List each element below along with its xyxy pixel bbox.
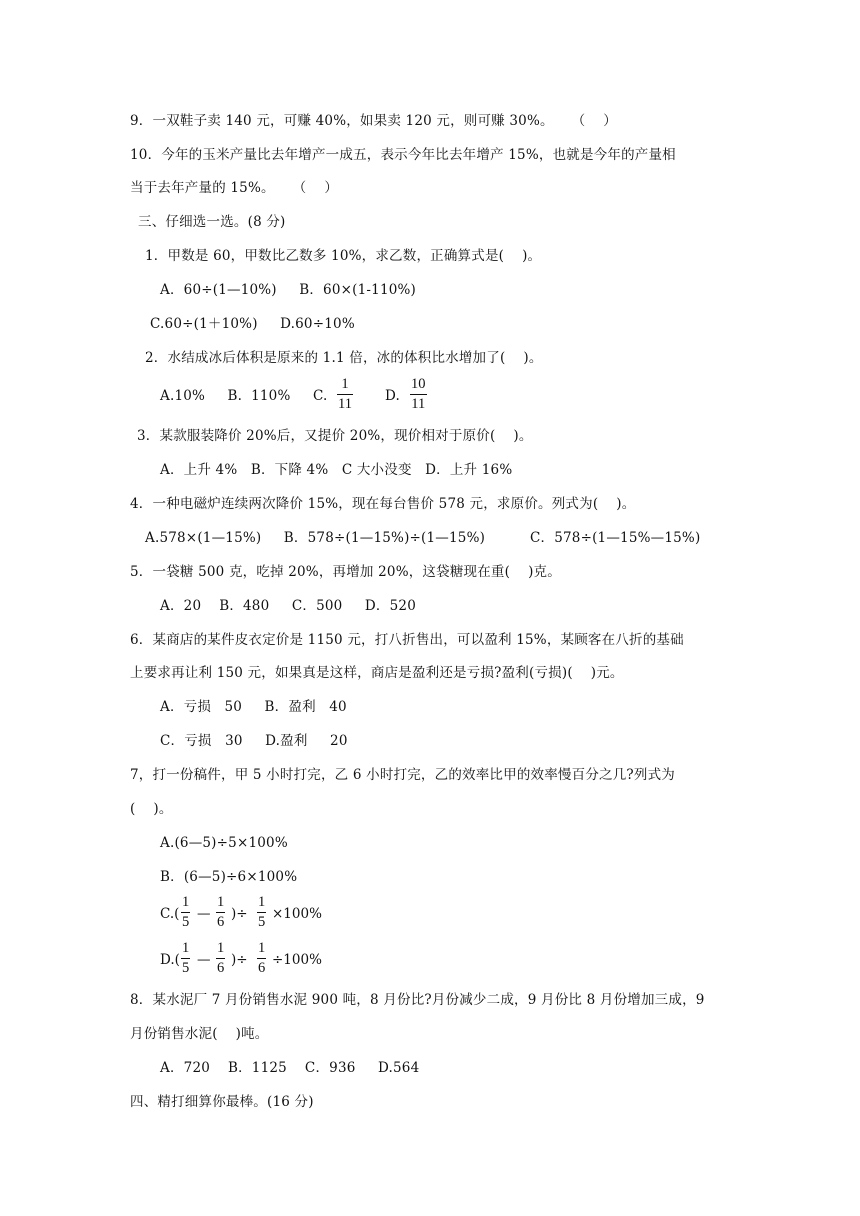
- fraction-1-5: [181, 940, 190, 977]
- numerator: 10: [411, 376, 426, 392]
- choice-7-option-d-divide: )÷: [231, 952, 248, 968]
- fraction-bar: [181, 958, 190, 959]
- fraction-bar: [257, 912, 266, 913]
- choice-7-option-c-prefix: C.(: [160, 906, 180, 922]
- denominator: 11: [338, 396, 352, 413]
- denominator: 5: [182, 914, 190, 931]
- fraction-bar: [216, 912, 225, 913]
- choice-5-options: A．20 B．480 C．500 D．520: [160, 598, 416, 614]
- fraction-1-6: [257, 940, 266, 977]
- choice-6-line-2: 上要求再让利 150 元，如果真是这样，商店是盈利还是亏损?盈利(亏损)( )元。: [130, 665, 624, 681]
- denominator: 5: [182, 960, 190, 977]
- numerator: 1: [182, 894, 190, 910]
- numerator: 1: [341, 376, 349, 392]
- section-4-heading: 四、精打细算你最棒。(16 分): [130, 1094, 314, 1110]
- fraction-1-6: [216, 894, 225, 931]
- choice-8-options: A．720 B．1125 C．936 D.564: [160, 1060, 420, 1076]
- choice-7-option-d-prefix: D.(: [160, 952, 180, 968]
- numerator: 1: [217, 894, 225, 910]
- choice-7-line-1: 7，打一份稿件，甲 5 小时打完，乙 6 小时打完，乙的效率比甲的效率慢百分之几?列式为: [130, 767, 675, 783]
- choice-7-line-2: ( )。: [130, 801, 173, 817]
- choice-3-options: A．上升 4% B．下降 4% C 大小没变 D．上升 16%: [160, 462, 513, 478]
- numerator: 1: [217, 940, 225, 956]
- numerator: 1: [258, 894, 266, 910]
- fraction-1-6: [216, 940, 225, 977]
- fraction-1-11: [337, 376, 353, 413]
- choice-7-option-c-divide: )÷: [231, 906, 248, 922]
- choice-2-question: 2．水结成冰后体积是原来的 1.1 倍，冰的体积比水增加了( )。: [145, 350, 543, 366]
- choice-1-options-ab: A．60÷(1—10%) B．60×(1-110%): [160, 282, 417, 298]
- question-10-line-1: 10．今年的玉米产量比去年增产一成五，表示今年比去年增产 15%，也就是今年的产量相: [130, 147, 676, 163]
- denominator: 6: [258, 960, 266, 977]
- fraction-bar: [337, 394, 353, 395]
- choice-7-option-b: B．(6—5)÷6×100%: [160, 869, 298, 885]
- fraction-10-11: [410, 376, 427, 413]
- choice-1-question: 1．甲数是 60，甲数比乙数多 10%，求乙数，正确算式是( )。: [145, 248, 542, 264]
- choice-1-options-cd: C.60÷(1＋10%) D.60÷10%: [150, 316, 355, 332]
- choice-2-options: A.10% B. 110% C.: [160, 388, 328, 404]
- choice-4-question: 4．一种电磁炉连续两次降价 15%，现在每台售价 578 元，求原价。列式为( )。: [130, 496, 636, 512]
- choice-3-question: 3．某款服装降价 20%后，又提价 20%，现价相对于原价( )。: [137, 428, 533, 444]
- choice-7-option-d-minus: —: [197, 952, 211, 968]
- choice-6-options-cd: C．亏损 30 D.盈利 20: [160, 733, 348, 749]
- fraction-bar: [181, 912, 190, 913]
- fraction-bar: [410, 394, 427, 395]
- fraction-bar: [257, 958, 266, 959]
- numerator: 1: [182, 940, 190, 956]
- choice-7-option-c-suffix: ×100%: [272, 906, 322, 922]
- denominator: 5: [258, 914, 266, 931]
- fraction-1-5: [257, 894, 266, 931]
- choice-7-option-c-minus: —: [197, 906, 211, 922]
- denominator: 6: [217, 914, 225, 931]
- choice-8-line-2: 月份销售水泥( )吨。: [130, 1026, 269, 1042]
- choice-6-options-ab: A．亏损 50 B．盈利 40: [160, 699, 347, 715]
- fraction-bar: [216, 958, 225, 959]
- question-10-line-2: 当于去年产量的 15%。 （ ）: [130, 180, 339, 196]
- fraction-1-5: [181, 894, 190, 931]
- choice-7-option-a: A.(6—5)÷5×100%: [160, 835, 288, 851]
- choice-7-option-d-suffix: ÷100%: [272, 952, 322, 968]
- choice-8-line-1: 8．某水泥厂 7 月份销售水泥 900 吨，8 月份比?月份减少二成，9 月份比 8 月份增加三成，9: [130, 992, 705, 1008]
- section-3-heading: 三、仔细选一选。(8 分): [138, 214, 286, 230]
- choice-6-line-1: 6．某商店的某件皮衣定价是 1150 元，打八折售出，可以盈利 15%，某顾客在八折的基础: [130, 632, 684, 648]
- denominator: 11: [411, 396, 426, 413]
- choice-2-option-d: D.: [385, 388, 401, 404]
- choice-4-options: A.578×(1—15%) B．578÷(1—15%)÷(1—15%) C．578÷(1—15%—15%): [145, 530, 701, 546]
- choice-5-question: 5．一袋糖 500 克，吃掉 20%，再增加 20%，这袋糖现在重( )克。: [130, 564, 561, 580]
- question-9: 9．一双鞋子卖 140 元，可赚 40%，如果卖 120 元，则可赚 30%。 （ ）: [130, 113, 618, 129]
- numerator: 1: [258, 940, 266, 956]
- denominator: 6: [217, 960, 225, 977]
